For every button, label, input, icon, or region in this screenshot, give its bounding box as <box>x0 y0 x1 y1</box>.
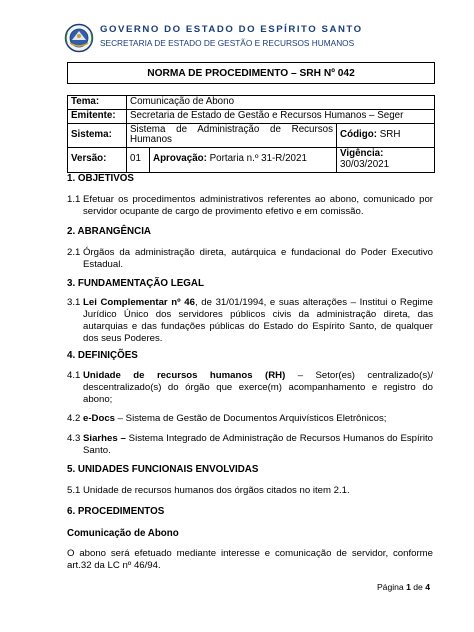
lei-complementar-ref: Lei Complementar nº 46 <box>83 297 195 308</box>
page-of-label: de <box>413 582 423 592</box>
item-text: Efetuar os procedimentos administrativos referentes ao abono, comunicado por servidor ocupante de cargo de provimento efetivo e em comissão. <box>83 194 433 217</box>
section-title-procedimentos: 6. PROCEDIMENTOS <box>67 506 165 517</box>
item-number: 4.3 <box>67 433 81 444</box>
vigencia-cell <box>337 148 435 173</box>
item-5-1 <box>67 485 433 497</box>
state-seal-icon <box>64 23 94 53</box>
item-text <box>67 433 433 457</box>
item-1-1 <box>67 194 433 218</box>
emitente-label: Emitente: <box>68 109 127 123</box>
item-number: 2.1 <box>67 247 81 258</box>
item-text <box>67 297 433 345</box>
item-number: 1.1 <box>67 194 81 205</box>
versao-value: 01 <box>127 148 150 173</box>
item-4-3 <box>67 433 433 457</box>
tema-value: Comunicação de Abono <box>127 96 435 110</box>
item-number: 3.1 <box>67 297 81 308</box>
aprovacao-cell <box>150 148 337 173</box>
codigo-label: Código: <box>340 128 378 140</box>
item-4-1 <box>67 370 433 406</box>
metadata-table <box>67 95 435 173</box>
codigo-cell <box>337 123 435 148</box>
vigencia-value: 30/03/2021 <box>340 158 390 170</box>
definition-siarhes: Sistema Integrado de Administração de Recursos Humanos do Espírito Santo. <box>83 433 433 456</box>
term-siarhes: Siarhes – <box>83 433 126 444</box>
procedure-paragraph: O abono será efetuado mediante interesse e comunicação de servidor, conforme art.32 da LC nº 46/94. <box>67 548 433 571</box>
sistema-label: Sistema: <box>68 123 127 148</box>
tema-label: Tema: <box>68 96 127 110</box>
table-row <box>68 148 435 173</box>
item-number: 4.2 <box>67 413 81 424</box>
total-pages: 4 <box>425 582 430 592</box>
term-edocs: e-Docs <box>83 413 115 424</box>
lei-description: , de 31/01/1994, e suas alterações – Institui o Regime Jurídico Único dos servidores públicos civis da administração direta, das autarquias e das fundações públicas do Estado do Espírito Santo, de qualquer dos seus Poderes. <box>83 297 433 344</box>
vigencia-label: Vigência: <box>340 148 384 160</box>
aprovacao-value: Portaria n.º 31-R/2021 <box>209 153 307 165</box>
table-row <box>68 109 435 123</box>
item-4-2 <box>67 413 433 425</box>
table-row <box>68 96 435 110</box>
item-text <box>67 370 433 406</box>
item-text <box>67 413 433 425</box>
definition-edocs: – Sistema de Gestão de Documentos Arquivísticos Eletrônicos; <box>115 413 387 424</box>
item-text: Unidade de recursos humanos dos órgãos citados no item 2.1. <box>83 485 350 496</box>
section-title-abrangencia: 2. ABRANGÊNCIA <box>67 226 152 237</box>
table-row <box>68 123 435 148</box>
document-title <box>67 62 435 84</box>
item-text: Órgãos da administração direta, autárquica e fundacional do Poder Executivo Estadual. <box>83 247 433 270</box>
document-title-text: NORMA DE PROCEDIMENTO – SRH Nº 042 <box>147 67 355 79</box>
section-title-objetivos: 1. OBJETIVOS <box>67 173 134 184</box>
term-rh: Unidade de recursos humanos (RH) <box>83 370 286 381</box>
current-page: 1 <box>406 582 411 592</box>
definition-rh: – Setor(es) centralizado(s)/ descentralizado(s) do órgão que exerce(m) acompanhamento e registro do abono; <box>83 370 433 405</box>
codigo-value: SRH <box>379 128 401 140</box>
section-title-definicoes: 4. DEFINIÇÕES <box>67 350 138 361</box>
page-number <box>377 582 430 592</box>
page-label: Página <box>376 582 404 592</box>
section-title-unidades: 5. UNIDADES FUNCIONAIS ENVOLVIDAS <box>67 464 259 475</box>
aprovacao-label: Aprovação: <box>153 153 207 165</box>
versao-label: Versão: <box>68 148 127 173</box>
item-3-1 <box>67 297 433 345</box>
secretaria-name: SECRETARIA DE ESTADO DE GESTÃO E RECURSOS HUMANOS <box>100 38 355 48</box>
section-title-fundamentacao: 3. FUNDAMENTAÇÃO LEGAL <box>67 278 204 289</box>
sistema-value: Sistema de Administração de Recursos Humanos <box>127 123 337 148</box>
item-number: 5.1 <box>67 485 81 496</box>
government-name: GOVERNO DO ESTADO DO ESPÍRITO SANTO <box>100 24 363 35</box>
item-number: 4.1 <box>67 370 81 381</box>
emitente-value: Secretaria de Estado de Gestão e Recursos Humanos – Seger <box>127 109 435 123</box>
item-2-1 <box>67 247 433 271</box>
subsection-title: Comunicação de Abono <box>67 528 179 539</box>
document-header <box>64 19 444 59</box>
